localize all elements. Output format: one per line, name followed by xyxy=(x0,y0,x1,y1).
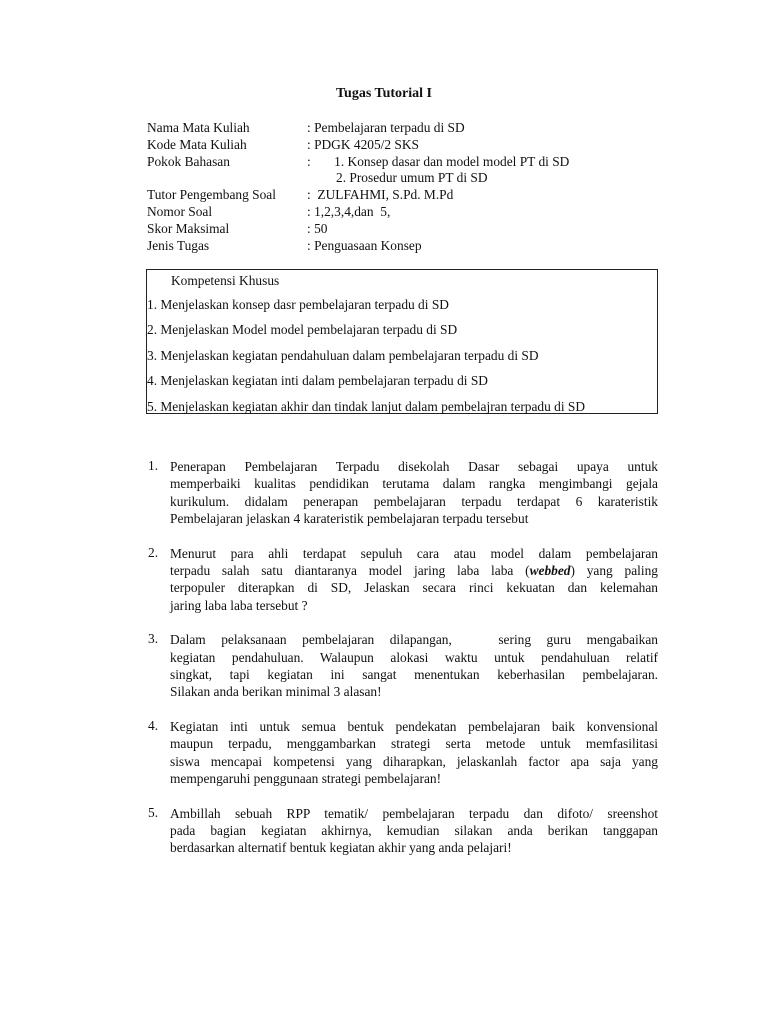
question-item xyxy=(146,631,658,700)
question-line: Menurut para ahli terdapat sepuluh cara atau model dalam pembelajaran xyxy=(170,545,658,561)
question-line-head: terpadu salah satu diantaranya model jaring laba laba ( xyxy=(170,562,530,578)
info-row-course-code xyxy=(147,137,667,154)
info-value: : PDGK 4205/2 SKS xyxy=(307,136,419,152)
question-line: singkat, tapi kegiatan ini sangat menentukan keberhasilan pembelajaran. xyxy=(170,666,658,682)
info-value: : ZULFAHMI, S.Pd. M.Pd xyxy=(307,187,454,203)
question-line: Pembelajaran jelaskan 4 karateristik pembelajaran terpadu tersebut xyxy=(170,510,529,526)
question-line: terpopuler diterapkan di SD, Jelaskan secara rinci kekuatan dan kelemahan xyxy=(170,580,658,596)
question-line: Dalam pelaksanaan pembelajaran dilapangan, sering guru mengabaikan xyxy=(170,632,658,648)
question-text xyxy=(170,805,658,857)
info-label: Pokok Bahasan xyxy=(147,153,230,169)
question-text xyxy=(170,458,658,527)
kompetensi-item: 2. Menjelaskan Model model pembelajaran terpadu di SD xyxy=(147,322,458,337)
kompetensi-title: Kompetensi Khusus xyxy=(171,273,280,288)
info-label: Nama Mata Kuliah xyxy=(147,120,250,135)
info-label: Kode Mata Kuliah xyxy=(147,136,247,152)
question-text xyxy=(170,718,658,787)
info-value: : 50 xyxy=(307,220,328,236)
question-line-with-emphasis xyxy=(170,562,658,579)
question-number: 4. xyxy=(148,718,159,734)
question-line: Silakan anda berikan minimal 3 alasan! xyxy=(170,684,382,700)
info-row-task-type xyxy=(147,238,667,255)
question-number: 1. xyxy=(148,458,159,473)
question-line: mempengaruhi penggunaan strategi pembelajaran! xyxy=(170,770,442,786)
question-text xyxy=(170,631,658,700)
kompetensi-item: 5. Menjelaskan kegiatan akhir dan tindak lanjut dalam pembelajran terpadu di SD xyxy=(147,399,586,414)
info-label: Skor Maksimal xyxy=(147,220,230,236)
info-label: Tutor Pengembang Soal xyxy=(147,187,276,203)
document-title: Tugas Tutorial I xyxy=(336,86,432,101)
info-row-question-numbers xyxy=(147,204,667,221)
question-line: jaring laba laba tersebut ? xyxy=(170,597,308,613)
question-number: 2. xyxy=(148,544,159,560)
question-list xyxy=(146,458,658,874)
emphasis-term: webbed xyxy=(529,562,571,578)
info-value: : 1,2,3,4,dan 5, xyxy=(307,203,391,219)
info-topic-sub-item: 2. Prosedur umum PT di SD xyxy=(336,170,488,186)
question-line-tail: ) yang paling xyxy=(570,562,658,578)
question-line: berdasarkan alternatif bentuk kegiatan akhir yang anda pelajari! xyxy=(170,840,512,856)
info-value: : Pembelajaran terpadu di SD xyxy=(307,120,465,135)
info-value: : Penguasaan Konsep xyxy=(307,237,422,253)
question-item xyxy=(146,545,658,614)
question-line: memperbaiki kualitas pendidikan terutama dalam rangka mengimbangi gejala xyxy=(170,476,658,492)
question-line: kegiatan pendahuluan. Walaupun alokasi waktu untuk pendahuluan relatif xyxy=(170,649,658,665)
question-line: siswa mencapai kompetensi yang diharapkan, jelaskanlah factor apa saja yang xyxy=(170,753,658,769)
info-row-topic xyxy=(147,154,667,171)
info-label: Nomor Soal xyxy=(147,203,213,219)
course-info xyxy=(147,120,667,254)
question-item xyxy=(146,718,658,787)
info-row-tutor xyxy=(147,187,667,204)
question-line: Kegiatan inti untuk semua bentuk pendekatan pembelajaran baik konvensional xyxy=(170,719,658,735)
info-row-course-name xyxy=(147,120,667,137)
question-line: pada bagian kegiatan akhirnya, kemudian silakan anda berikan tanggapan xyxy=(170,823,658,839)
info-label: Jenis Tugas xyxy=(147,237,210,253)
kompetensi-item: 3. Menjelaskan kegiatan pendahuluan dalam pembelajaran terpadu di SD xyxy=(147,348,539,363)
question-line: kurikulum. didalam penerapan pembelajaran terpadu terdapat 6 karateristik xyxy=(170,493,658,509)
question-item xyxy=(146,458,658,527)
info-value: : 1. Konsep dasar dan model model PT di SD xyxy=(307,153,570,169)
question-number: 3. xyxy=(148,631,159,647)
question-line: Penerapan Pembelajaran Terpadu disekolah Dasar sebagai upaya untuk xyxy=(170,459,658,474)
question-number: 5. xyxy=(148,804,159,820)
info-row-max-score xyxy=(147,221,667,238)
question-text xyxy=(170,545,658,614)
kompetensi-box xyxy=(146,269,658,414)
kompetensi-item: 1. Menjelaskan konsep dasr pembelajaran terpadu di SD xyxy=(147,297,449,312)
question-line: Ambillah sebuah RPP tematik/ pembelajaran terpadu dan difoto/ sreenshot xyxy=(170,805,658,821)
question-item xyxy=(146,805,658,857)
question-line: maupun terpadu, menggambarkan strategi serta metode untuk memfasilitasi xyxy=(170,736,658,752)
kompetensi-item: 4. Menjelaskan kegiatan inti dalam pembelajaran terpadu di SD xyxy=(147,373,488,388)
